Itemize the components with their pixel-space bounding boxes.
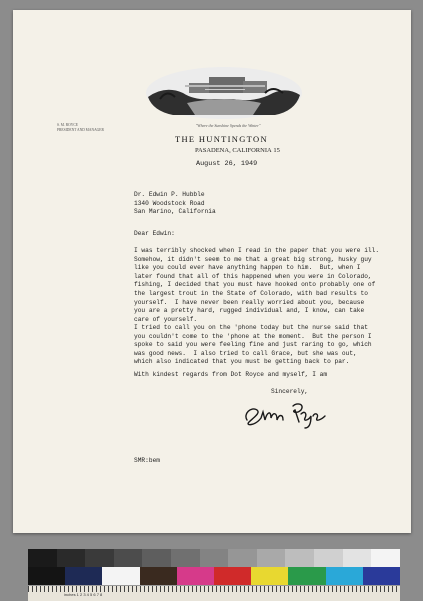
color-patch xyxy=(28,567,65,585)
body-line: the largest trout in the State of Colorado, with bad results to xyxy=(134,289,368,297)
color-calibration-chart xyxy=(28,549,400,600)
color-patch xyxy=(363,567,400,585)
body-paragraph-2 xyxy=(134,324,372,367)
color-patch xyxy=(65,567,102,585)
body-line: spoke to said you were feeling fine and just raring to go, which xyxy=(134,341,372,349)
body-line: you are a pretty hard, rugged individual and, I know, can take xyxy=(134,307,365,315)
recipient-address xyxy=(134,191,216,217)
color-patch xyxy=(140,567,177,585)
color-patch-row xyxy=(28,567,400,585)
closing: Sincerely, xyxy=(271,388,309,395)
body-paragraph-1 xyxy=(134,247,379,324)
color-patch xyxy=(85,549,114,567)
color-patch xyxy=(228,549,257,567)
grayscale-row xyxy=(28,549,400,567)
body-line: fishing, I decided that you must have hooked onto probably one of xyxy=(134,281,376,289)
body-line: yourself. I have never been really worried about you, because xyxy=(134,298,365,306)
organization-name: THE HUNTINGTON xyxy=(175,134,268,144)
color-patch xyxy=(288,567,325,585)
color-patch xyxy=(57,549,86,567)
city-name: PASADENA, CALIFORNIA xyxy=(195,147,272,154)
body-line: which also indicated that you must be getting back to par. xyxy=(134,358,350,366)
executive-title: PRESIDENT AND MANAGER xyxy=(57,128,104,132)
color-patch xyxy=(257,549,286,567)
recipient-line: Dr. Edwin P. Hubble xyxy=(134,191,205,198)
body-line: With kindest regards from Dot Royce and myself, I am xyxy=(134,371,328,378)
body-line: like you could ever have anything happen to him. But, when I xyxy=(134,264,361,272)
hotel-engraving-image xyxy=(145,63,303,120)
color-patch xyxy=(251,567,288,585)
color-patch xyxy=(171,549,200,567)
letterhead-executive xyxy=(57,123,104,133)
ruler-label: inches 1 2 3 4 5 6 7 8 xyxy=(64,592,103,597)
letter-date: August 26, 1949 xyxy=(196,160,258,168)
color-patch xyxy=(343,549,372,567)
executive-name: S. M. ROYCE xyxy=(57,123,78,127)
color-patch xyxy=(102,567,139,585)
letter-page xyxy=(13,10,411,533)
postal-zone: 15 xyxy=(273,147,280,154)
color-patch xyxy=(371,549,400,567)
body-paragraph-3 xyxy=(134,371,327,380)
body-line: you couldn't come to the 'phone at the moment. But the person I xyxy=(134,332,372,340)
body-line: later found that all of this happened when you were in Colorado, xyxy=(134,272,372,280)
color-patch xyxy=(326,567,363,585)
color-patch xyxy=(114,549,143,567)
color-patch xyxy=(314,549,343,567)
handwritten-signature xyxy=(241,398,337,430)
recipient-line: 1340 Woodstock Road xyxy=(134,199,205,207)
measurement-ruler xyxy=(28,585,400,601)
color-patch xyxy=(200,549,229,567)
color-patch xyxy=(214,567,251,585)
body-line: care of yourself. xyxy=(134,315,198,323)
body-line: Somehow, it didn't seem to me that a great big strong, husky guy xyxy=(134,255,372,263)
color-patch xyxy=(28,549,57,567)
color-patch xyxy=(285,549,314,567)
typist-initials: SMR:bem xyxy=(134,457,160,464)
color-patch xyxy=(177,567,214,585)
color-patch xyxy=(142,549,171,567)
body-line: was good news. I also tried to call Grace, but she was out, xyxy=(134,349,357,357)
letterhead-motto: "Where the Sunshine Spends the Winter" xyxy=(195,123,261,128)
recipient-line: San Marino, California xyxy=(134,208,216,216)
body-line: I was terribly shocked when I read in the paper that you were ill. xyxy=(134,247,380,254)
letterhead-city xyxy=(195,147,280,154)
salutation: Dear Edwin: xyxy=(134,230,175,237)
body-line: I tried to call you on the 'phone today but the nurse said that xyxy=(134,324,368,331)
